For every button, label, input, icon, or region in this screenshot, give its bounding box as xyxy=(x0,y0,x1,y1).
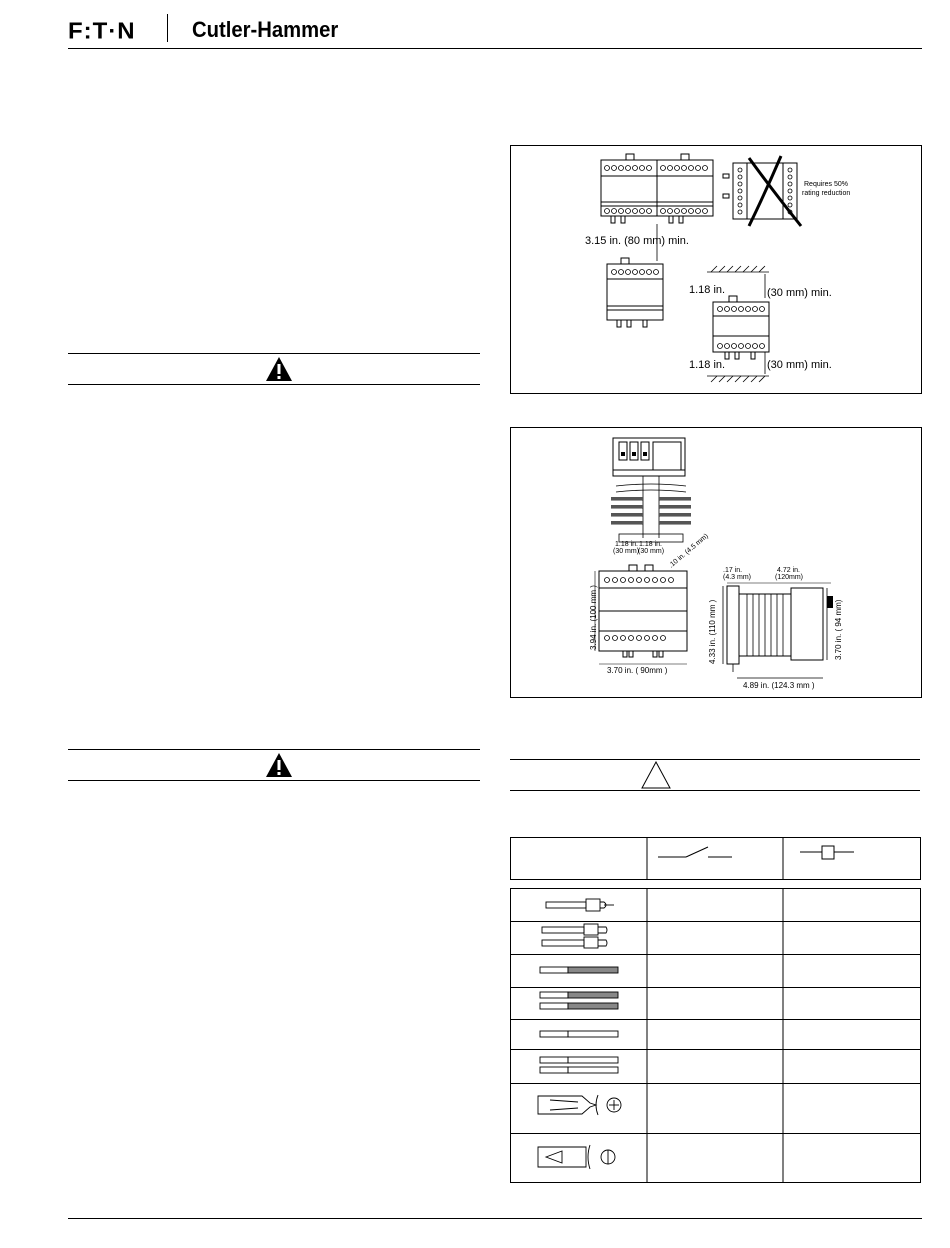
footer-rule xyxy=(68,1218,922,1219)
dim-b: 1.18 in. xyxy=(639,541,662,548)
dim-side-w: 4.89 in. (124.3 mm ) xyxy=(743,681,815,690)
figure-mounting-clearance xyxy=(510,145,922,394)
ferrule-icon xyxy=(546,899,614,911)
twin-stranded-wire-icon xyxy=(540,992,618,1009)
dim-e: 4.72 in. xyxy=(777,567,800,574)
dim-upper-mm: (30 mm) min. xyxy=(767,287,832,299)
twin-ferrule-icon xyxy=(542,924,607,948)
flat-screwdriver-icon xyxy=(538,1145,615,1169)
warning-bar-2 xyxy=(68,749,480,781)
figure-dimensions xyxy=(510,427,922,698)
dimension-diagram xyxy=(511,428,921,697)
note-line-1: Requires 50% xyxy=(804,181,848,188)
dim-height: 3.94 in. (100 mm ) xyxy=(589,585,598,650)
caution-bar xyxy=(510,759,920,791)
dim-side-h: 4.33 in. (110 mm ) xyxy=(708,599,717,664)
warning-bar-1 xyxy=(68,353,480,385)
coil-symbol xyxy=(800,846,854,859)
clearance-diagram xyxy=(511,146,921,393)
warning-icon xyxy=(265,752,293,778)
dim-c: .10 in. (4.5 mm) xyxy=(667,532,710,570)
dim-a-mm: (30 mm) xyxy=(613,548,640,555)
solid-wire-icon xyxy=(540,1031,618,1037)
dim-lower-in: 1.18 in. xyxy=(689,359,726,371)
twin-solid-wire-icon xyxy=(540,1057,618,1073)
caution-icon xyxy=(641,761,671,789)
cutler-hammer-logo: Cutler-Hammer xyxy=(192,17,339,42)
note-line-2: rating reduction xyxy=(802,190,851,197)
warning-icon xyxy=(265,356,293,382)
dim-width: 3.70 in. ( 90mm ) xyxy=(607,666,668,675)
dim-spacing-top: 3.15 in. (80 mm) min. xyxy=(585,235,689,247)
contact-symbol xyxy=(658,847,732,857)
dim-d: .17 in. xyxy=(723,567,743,574)
phillips-screwdriver-icon xyxy=(538,1095,621,1115)
wire-size-table xyxy=(510,837,921,1183)
logo-separator xyxy=(167,14,168,42)
dim-upper-in: 1.18 in. xyxy=(689,284,726,296)
dim-side-r: 3.70 in. ( 94 mm) xyxy=(834,599,843,660)
dim-a: 1.18 in. xyxy=(615,541,638,548)
dim-lower-mm: (30 mm) min. xyxy=(767,359,832,371)
stranded-wire-icon xyxy=(540,967,618,973)
dim-e-mm: (120mm) xyxy=(775,574,804,581)
dim-d-mm: (4.3 mm) xyxy=(723,574,751,581)
header-rule xyxy=(68,48,922,49)
dim-b-mm: (30 mm) xyxy=(638,548,665,555)
eaton-logo: F:T·N xyxy=(68,18,136,45)
